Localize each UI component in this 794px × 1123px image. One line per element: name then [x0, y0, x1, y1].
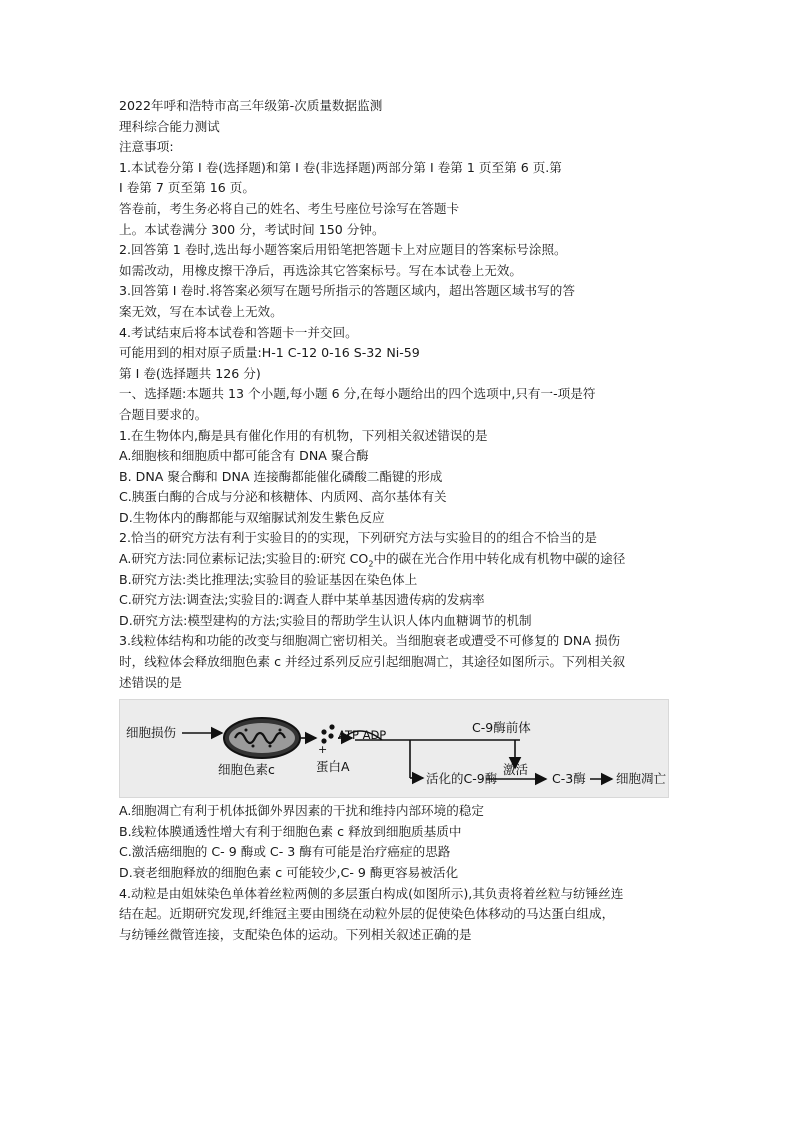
exam-title: 2022年呼和浩特市高三年级第-次质量数据监测 — [119, 98, 383, 113]
question-4-stem: 4.动粒是由姐妹染色单体着丝粒两侧的多层蛋白构成(如图所示),其负责将着丝粒与纺锤丝连 — [119, 885, 624, 901]
label-cytochrome-c: 细胞色素c — [218, 762, 275, 778]
label-activated-c9: 活化的C-9酶 — [426, 771, 498, 787]
question-3-option-c: C.激活癌细胞的 C- 9 酶或 C- 3 酶有可能是治疗癌症的思路 — [119, 844, 451, 860]
label-c9-precursor: C-9酶前体 — [472, 720, 531, 736]
question-2-option-b: B.研究方法:类比推理法;实验目的验证基因在染色体上 — [119, 571, 418, 587]
question-2-option-a — [119, 549, 679, 570]
label-protein-a: 蛋白A — [316, 759, 350, 775]
notes-heading: 注意事项: — [119, 139, 174, 155]
exam-subtitle: 理科综合能力测试 — [119, 118, 220, 134]
option-a-text: A.研究方法:同位素标记法;实验目的:研究 CO — [119, 551, 369, 567]
question-1-option-d: D.生物体内的酶都能与双缩脲试剂发生紫色反应 — [119, 509, 385, 525]
question-3-option-a: A.细胞凋亡有利于机体抵御外界因素的干扰和维持内部环境的稳定 — [119, 803, 485, 819]
notes-line: 2.回答第 1 卷时,选出每小题答案后用铅笔把答题卡上对应题目的答案标号涂照。 — [119, 242, 567, 258]
notes-line: 4.考试结束后将本试卷和答题卡一并交回。 — [119, 324, 358, 340]
subscript-2: 2 — [368, 559, 374, 569]
question-2-option-c: C.研究方法:调查法;实验目的:调查人群中某单基因遗传病的发病率 — [119, 592, 485, 608]
atomic-mass-line: 可能用到的相对原子质量:H-1 C-12 0-16 S-32 Ni-59 — [119, 345, 420, 361]
label-cell-damage: 细胞损伤 — [126, 725, 177, 741]
notes-line: 案无效，写在本试卷上无效。 — [119, 303, 283, 319]
notes-line: 3.回答第 I 卷时.将答案必须写在题号所指示的答题区域内，超出答题区域书写的答 — [119, 283, 575, 299]
notes-line: 1.本试卷分第 I 卷(选择题)和第 I 卷(非选择题)两部分第 I 卷第 1 页至第 6 页.第 — [119, 159, 562, 175]
notes-line: I 卷第 7 页至第 16 页。 — [119, 180, 255, 196]
label-apoptosis: 细胞凋亡 — [616, 771, 667, 787]
section-instruction: 合题目要求的。 — [119, 406, 208, 422]
cytochrome-c-dots — [321, 725, 334, 744]
question-1-option-a: A.细胞核和细胞质中都可能含有 DNA 聚合酶 — [119, 448, 369, 464]
apoptosis-pathway-figure — [119, 699, 669, 798]
question-3-stem: 述错误的是 — [119, 674, 182, 690]
question-3-option-b: B.线粒体膜通透性增大有利于细胞色素 c 释放到细胞质基质中 — [119, 823, 462, 839]
notes-line: 如需改动，用橡皮擦干净后，再选涂其它答案标号。写在本试卷上无效。 — [119, 262, 522, 278]
label-atp-adp: ATP ADP — [338, 728, 387, 743]
question-1-option-b: B. DNA 聚合酶和 DNA 连接酶都能催化磷酸二酯键的形成 — [119, 468, 443, 484]
section-title: 第 I 卷(选择题共 126 分) — [119, 365, 261, 381]
question-1-option-c: C.胰蛋白酶的合成与分泌和核糖体、内质网、高尔基体有关 — [119, 489, 447, 505]
question-3-stem: 时，线粒体会释放细胞色素 c 并经过系列反应引起细胞凋亡，其途径如图所示。下列相关叙 — [119, 654, 626, 670]
question-2-option-d: D.研究方法:模型建构的方法;实验目的帮助学生认识人体内血糖调节的机制 — [119, 612, 532, 628]
mitochondrion-icon — [224, 718, 300, 758]
notes-line: 上。本试卷满分 300 分，考试时间 150 分钟。 — [119, 221, 385, 237]
label-c3-enzyme: C-3酶 — [552, 771, 586, 787]
question-4-stem: 结在起。近期研究发现,纤维冠主要由围绕在动粒外层的促使染色体移动的马达蛋白组成， — [119, 906, 615, 922]
question-2-stem: 2.恰当的研究方法有利于实验目的的实现，下列研究方法与实验目的的组合不恰当的是 — [119, 530, 597, 546]
label-activate: 激活 — [503, 762, 529, 778]
notes-line: 答卷前，考生务必将自己的姓名、考生号座位号涂写在答题卡 — [119, 200, 460, 216]
option-a-text-rest: 中的碳在光合作用中转化成有机物中碳的途径 — [373, 551, 626, 567]
question-3-stem: 3.线粒体结构和功能的改变与细胞凋亡密切相关。当细胞衰老或遭受不可修复的 DNA 损伤 — [119, 633, 621, 649]
question-1-stem: 1.在生物体内,酶是具有催化作用的有机物，下列相关叙述错误的是 — [119, 427, 488, 443]
question-4-stem: 与纺锤丝微管连接，支配染色体的运动。下列相关叙述正确的是 — [119, 926, 472, 942]
exam-page — [119, 96, 679, 945]
label-plus: + — [318, 743, 328, 757]
section-instruction: 一、选择题:本题共 13 个小题,每小题 6 分,在每小题给出的四个选项中,只有一-项是符 — [119, 386, 596, 402]
question-3-option-d: D.衰老细胞释放的细胞色素 c 可能较少,C- 9 酶更容易被活化 — [119, 865, 459, 880]
